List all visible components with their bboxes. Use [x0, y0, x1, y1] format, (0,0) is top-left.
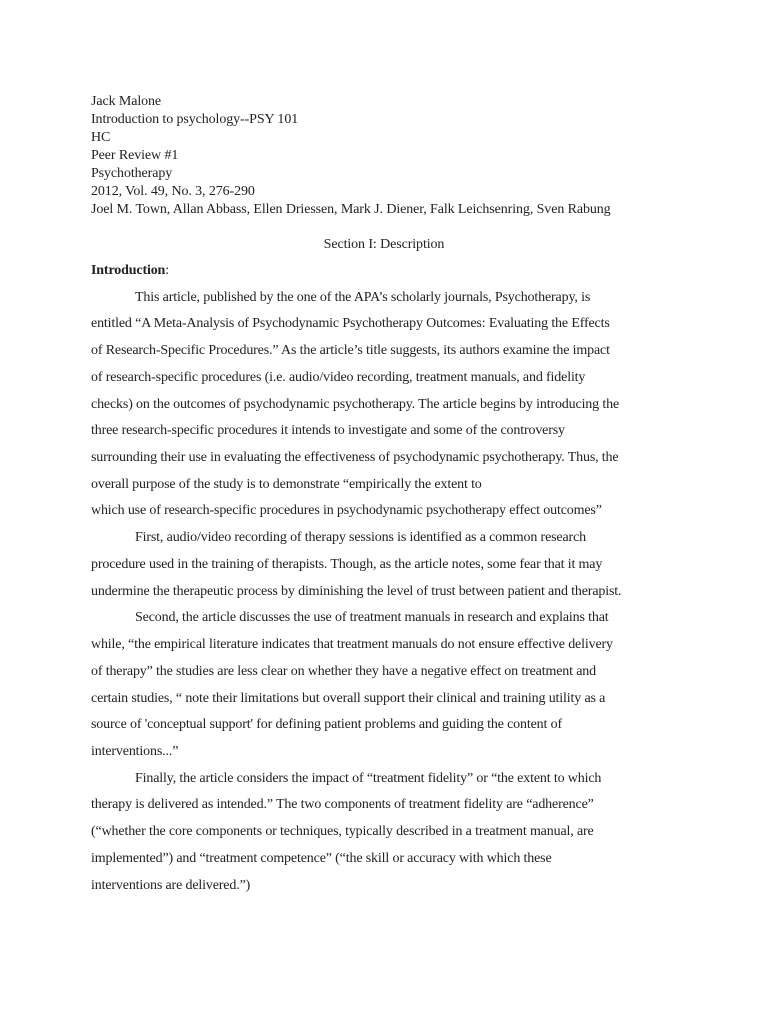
- paragraph-line: while, “the empirical literature indicates that treatment manuals do not ensure effective delivery: [91, 637, 613, 653]
- author-name: Jack Malone: [91, 94, 162, 109]
- paragraph-line: First, audio/video recording of therapy sessions is identified as a common research: [135, 530, 586, 546]
- paragraph-line: of therapy” the studies are less clear on whether they have a negative effect on treatment and: [91, 663, 596, 679]
- paragraph-line: therapy is delivered as intended.” The two components of treatment fidelity are “adherence”: [91, 797, 594, 813]
- introduction-heading-line: [91, 262, 691, 289]
- introduction-heading-colon: :: [165, 263, 169, 278]
- paragraph-line: of research-specific procedures (i.e. audio/video recording, treatment manuals, and fidelity: [91, 369, 586, 385]
- paragraph-line: Second, the article discusses the use of treatment manuals in research and explains that: [135, 610, 609, 626]
- paragraph-line: procedure used in the training of therapists. Though, as the article notes, some fear that it may: [91, 556, 603, 572]
- document-header: [91, 93, 731, 219]
- paragraph-line: overall purpose of the study is to demonstrate “empirically the extent to: [91, 476, 482, 492]
- paragraph-line: Finally, the article considers the impact of “treatment fidelity” or “the extent to which: [135, 770, 602, 786]
- paragraph-line: source of 'conceptual support' for defining patient problems and guiding the content of: [91, 717, 562, 733]
- paragraph-line: surrounding their use in evaluating the effectiveness of psychodynamic psychotherapy. Thus, the: [91, 450, 619, 466]
- paragraph-line: (“whether the core components or techniques, typically described in a treatment manual, are: [91, 824, 594, 840]
- paragraph-line: which use of research-specific procedures in psychodynamic psychotherapy effect outcomes”: [91, 503, 602, 519]
- section-title: Section I: Description: [323, 237, 445, 252]
- paragraph-line: checks) on the outcomes of psychodynamic psychotherapy. The article begins by introducing the: [91, 396, 620, 412]
- paragraph-line: This article, published by the one of the APA’s scholarly journals, Psychotherapy, is: [135, 289, 591, 305]
- paragraph-line: certain studies, “ note their limitations but overall support their clinical and training utility as a: [91, 690, 606, 706]
- paragraph-line: undermine the therapeutic process by diminishing the level of trust between patient and therapist.: [91, 583, 622, 599]
- journal-citation: 2012, Vol. 49, No. 3, 276-290: [91, 184, 255, 199]
- article-authors: Joel M. Town, Allan Abbass, Ellen Driessen, Mark J. Diener, Falk Leichsenring, Sven Rabung: [91, 202, 611, 217]
- body-text: [91, 262, 691, 903]
- course-section: HC: [91, 130, 111, 145]
- paragraph-line: of Research-Specific Procedures.” As the article’s title suggests, its authors examine the impact: [91, 343, 610, 359]
- journal-name: Psychotherapy: [91, 166, 173, 181]
- paragraph-line: interventions are delivered.”): [91, 877, 251, 893]
- paragraph-line: three research-specific procedures it intends to investigate and some of the controversy: [91, 423, 565, 439]
- paragraph-line: entitled “A Meta-Analysis of Psychodynamic Psychotherapy Outcomes: Evaluating the Effects: [91, 316, 610, 332]
- paragraph-line: implemented”) and “treatment competence” (“the skill or accuracy with which these: [91, 850, 552, 866]
- course-name: Introduction to psychology--PSY 101: [91, 112, 299, 127]
- paragraph-line: interventions...”: [91, 743, 179, 759]
- assignment-title: Peer Review #1: [91, 148, 179, 163]
- introduction-heading: Introduction: [91, 263, 166, 278]
